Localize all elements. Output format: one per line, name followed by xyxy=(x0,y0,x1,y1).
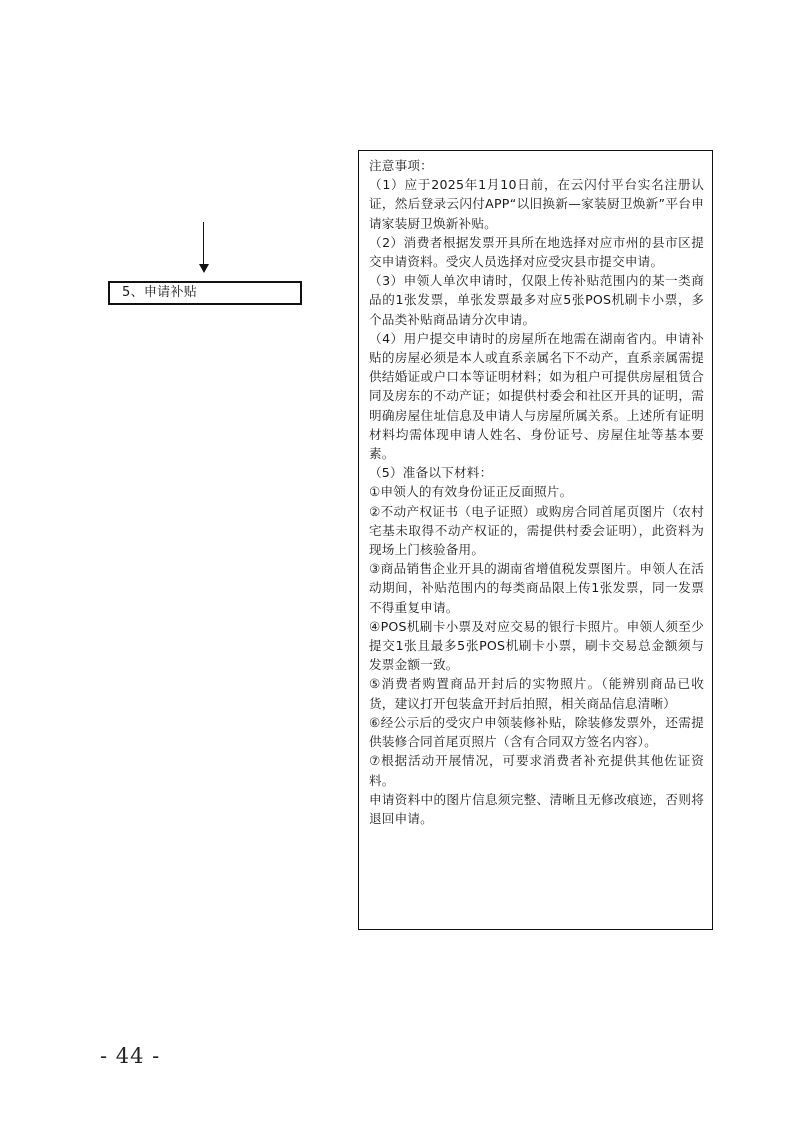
notes-paragraph: ②不动产权证书（电子证照）或购房合同首尾页图片（农村宅基未取得不动产权证的，需提供村委会证明），此资料为现场上门核验备用。 xyxy=(369,503,704,558)
notes-paragraph: （1）应于2025年1月10日前，在云闪付平台实名注册认证，然后登录云闪付APP“以旧换新—家装厨卫焕新”平台申请家装厨卫焕新补贴。 xyxy=(369,177,704,231)
notes-paragraph: （4）用户提交申请时的房屋所在地需在湖南省内。申请补贴的房屋必须是本人或直系亲属名下不动产，直系亲属需提供结婚证或户口本等证明材料；如为租户可提供房屋租赁合同及房东的不动产证；如提供村委会和社区开具的证明，需明确房屋住址信息及申请人与房屋所属关系。上述所有证明材料均需体现申请人姓名、身份证号、房屋住址等基本要素。 xyxy=(369,330,704,462)
flow-step-apply-subsidy xyxy=(108,281,302,305)
notes-paragraph: ④POS机刷卡小票及对应交易的银行卡照片。申领人须至少提交1张且最多5张POS机刷卡小票，刷卡交易总金额须与发票金额一致。 xyxy=(369,618,704,673)
notes-paragraph: ③商品销售企业开具的湖南省增值税发票图片。申领人在活动期间，补贴范围内的每类商品限上传1张发票，同一发票不得重复申请。 xyxy=(369,561,704,615)
notes-paragraph: ⑥经公示后的受灾户申领装修补贴，除装修发票外，还需提供装修合同首尾页照片（含有合同双方签名内容）。 xyxy=(369,714,704,750)
notes-paragraph: ①申领人的有效身份证正反面照片。 xyxy=(369,484,573,500)
flow-arrow-down-icon xyxy=(199,264,209,273)
notes-paragraph: （5）准备以下材料： xyxy=(369,465,493,481)
notes-paragraph: （3）申领人单次申请时，仅限上传补贴范围内的某一类商品的1张发票，单张发票最多对应5张POS机刷卡小票，多个品类补贴商品请分次申请。 xyxy=(369,273,704,327)
page-number: - 44 - xyxy=(100,1044,161,1068)
notes-paragraph: ⑦根据活动开展情况，可要求消费者补充提供其他佐证资料。 xyxy=(369,753,704,788)
notes-panel xyxy=(358,150,713,930)
notes-paragraph: ⑤消费者购置商品开封后的实物照片。（能辨别商品已收货，建议打开包装盒开封后拍照，相关商品信息清晰） xyxy=(369,676,704,711)
notes-paragraph: 申请资料中的图片信息须完整、清晰且无修改痕迹，否则将退回申请。 xyxy=(369,791,704,826)
flow-arrow-line xyxy=(203,222,204,266)
notes-title: 注意事项： xyxy=(369,158,433,173)
flow-step-label: 5、申请补贴 xyxy=(122,285,198,300)
notes-paragraph: （2）消费者根据发票开具所在地选择对应市州的县市区提交申请资料。受灾人员选择对应受灾县市提交申请。 xyxy=(369,234,704,270)
